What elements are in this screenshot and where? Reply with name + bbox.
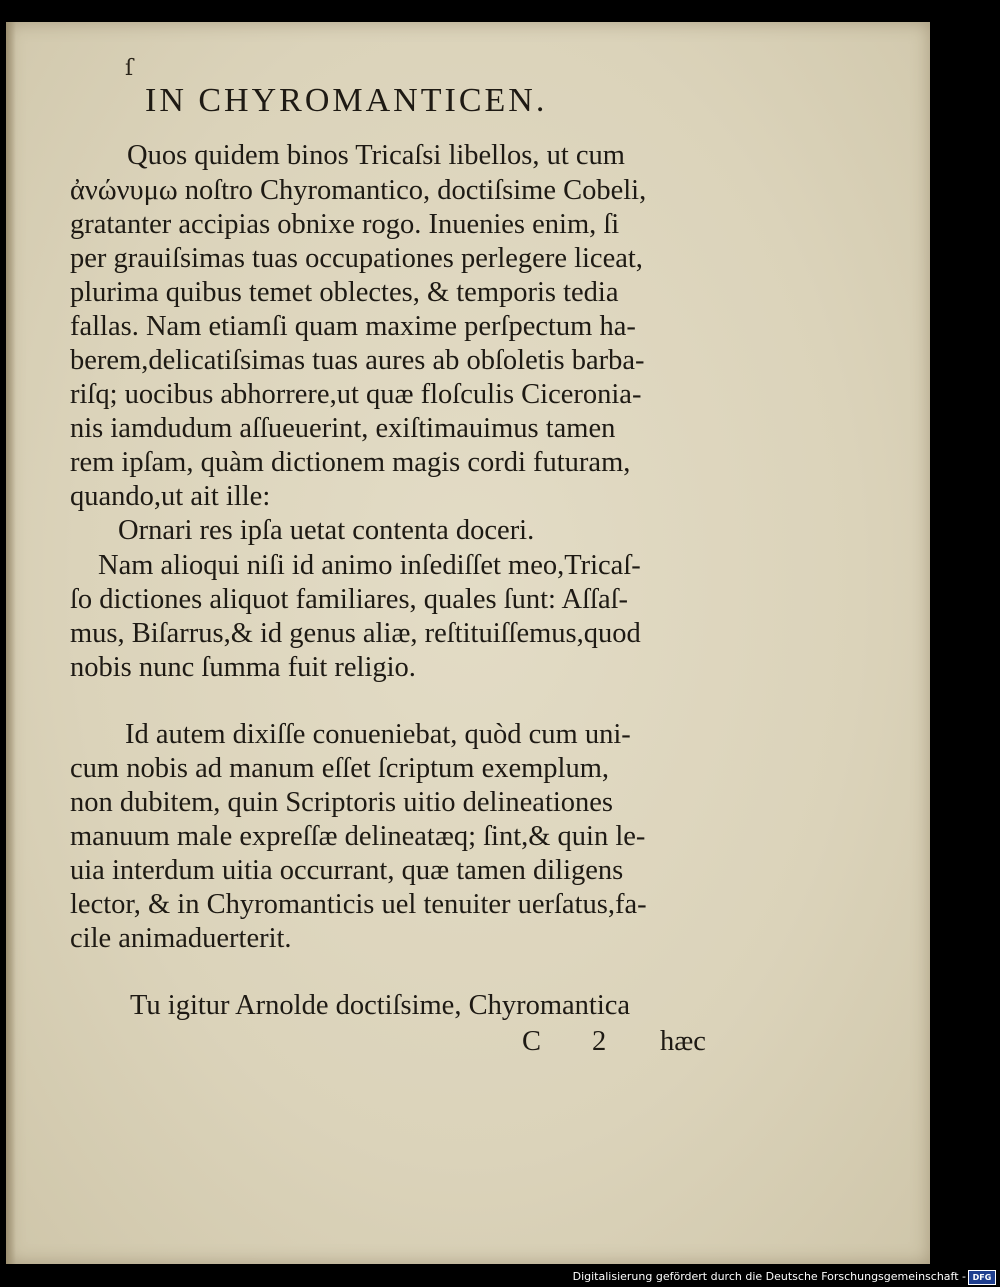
signature-mark: C: [522, 1026, 542, 1057]
corner-mark: ſ: [125, 56, 134, 81]
digitization-credit: Digitalisierung gefördert durch die Deutsche Forschungsgemeinschaft -: [572, 1270, 966, 1283]
text-line: nobis nunc ſumma fuit religio.: [70, 652, 416, 683]
text-line: Tu igitur Arnolde doctiſsime, Chyromantica: [130, 990, 631, 1021]
page-heading: IN CHYROMANTICEN.: [145, 82, 548, 119]
text-line: quando,ut ait ille:: [70, 481, 271, 512]
text-line: gratanter accipias obnixe rogo. Inuenies enim, ſi: [70, 209, 620, 240]
verse-line: Ornari res ipſa uetat contenta doceri.: [118, 515, 535, 546]
signature-number: 2: [592, 1026, 607, 1057]
text-line: manuum male expreſſæ delineatæq; ſint,& quin le-: [70, 821, 646, 852]
text-line: riſq; uocibus abhorrere,ut quæ floſculis Ciceronia-: [70, 379, 642, 410]
text-line: non dubitem, quin Scriptoris uitio delineationes: [70, 787, 614, 818]
text-line: per grauiſsimas tuas occupationes perlegere liceat,: [70, 243, 643, 274]
text-line: ἀνώνυμω noſtro Chyromantico, doctiſsime Cobeli,: [70, 175, 647, 206]
text-line: berem,delicatiſsimas tuas aures ab obſoletis barba-: [70, 345, 645, 376]
text-line: plurima quibus temet oblectes, & temporis tedia: [70, 277, 619, 308]
text-line: uia interdum uitia occurrant, quæ tamen diligens: [70, 855, 624, 886]
text-line: mus, Biſarrus,& id genus aliæ, reſtituiſſemus,quod: [70, 618, 641, 649]
page-gutter-shadow: [6, 22, 16, 1264]
dfg-logo: DFG: [968, 1270, 996, 1285]
text-line: Quos quidem binos Tricaſsi libellos, ut cum: [127, 140, 625, 171]
text-line: cum nobis ad manum eſſet ſcriptum exemplum,: [70, 753, 610, 784]
text-line: cile animaduerterit.: [70, 923, 292, 954]
text-line: Id autem dixiſſe conueniebat, quòd cum uni-: [125, 719, 631, 750]
text-line: ſo dictiones aliquot familiares, quales ſunt: Aſſaſ-: [70, 584, 629, 615]
catchword: hæc: [660, 1026, 706, 1057]
text-line: fallas. Nam etiamſi quam maxime perſpectum ha-: [70, 311, 636, 342]
text-line: rem ipſam, quàm dictionem magis cordi futuram,: [70, 447, 631, 478]
text-line: nis iamdudum aſſueuerint, exiſtimauimus tamen: [70, 413, 616, 444]
text-line: Nam alioqui niſi id animo inſediſſet meo,Tricaſ-: [98, 550, 641, 581]
text-line: lector, & in Chyromanticis uel tenuiter uerſatus,fa-: [70, 889, 647, 920]
